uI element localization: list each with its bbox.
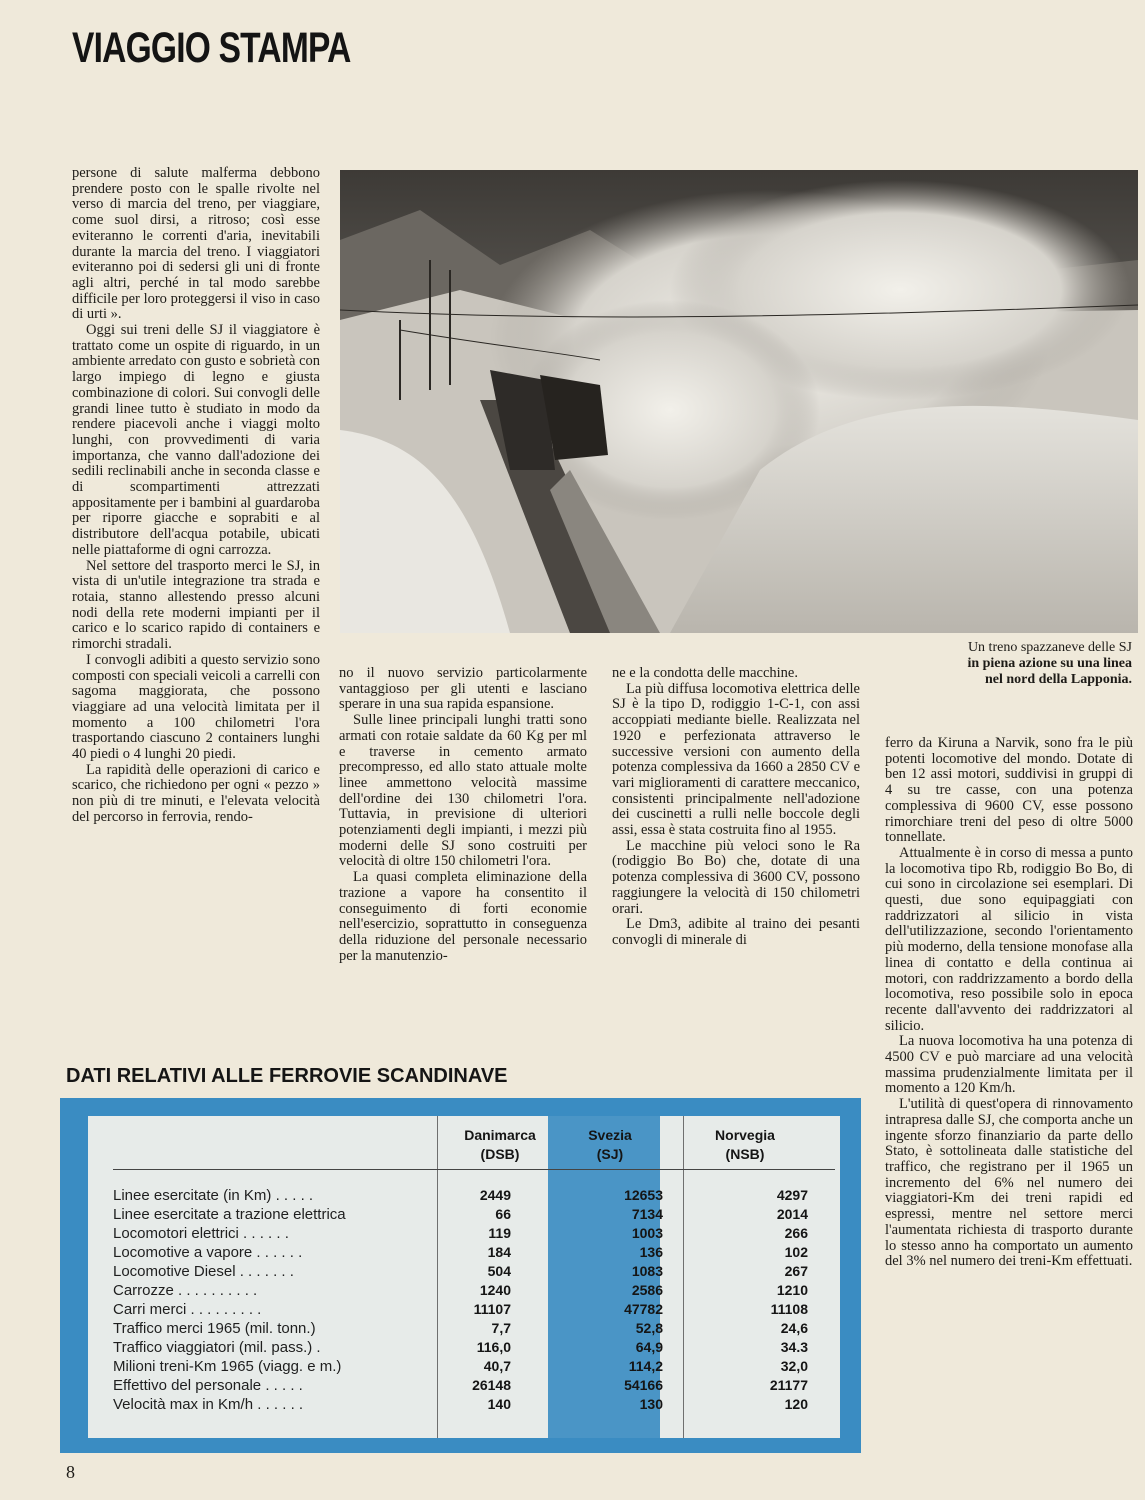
paragraph: Le macchine più veloci sono le Ra (rodiggio Bo Bo) che, dotate di una potenza complessiva di 3600 CV, possono raggiungere la velocità di 150 chilometri orari. — [612, 837, 860, 917]
value-dsb: 119 — [488, 1225, 511, 1241]
table-row — [113, 1281, 835, 1300]
value-sj: 130 — [639, 1396, 663, 1412]
header-code: (SJ) — [596, 1146, 624, 1162]
table-row — [113, 1338, 835, 1357]
header-name: Norvegia — [715, 1127, 775, 1143]
value-dsb: 40,7 — [483, 1358, 511, 1374]
text-column-2 — [339, 666, 587, 964]
header-code: (DSB) — [480, 1146, 520, 1162]
caption-line: nel nord della Lapponia. — [984, 672, 1132, 687]
photo-caption — [840, 640, 1132, 688]
value-nsb: 120 — [784, 1396, 808, 1412]
column-header-danimarca — [440, 1126, 560, 1164]
paragraph: Sulle linee principali lunghi tratti sono armati con rotaie saldate da 60 Kg per ml e traverse in cemento armato precompresso, ed allo stato attuale molte linee ammettono velocità massime dell'ordine dei 130 chilometri l'ora. Tuttavia, in previsione di ulteriori potenziamenti degli impianti, i mezzi più moderni delle SJ sono costruiti per velocità di oltre 150 chilometri l'ora. — [339, 712, 587, 870]
paragraph: La nuova locomotiva ha una potenza di 4500 CV e può marciare ad una velocità massima prudenzialmente limitata per il momento a 120 Km/h. — [885, 1033, 1133, 1097]
value-dsb: 184 — [487, 1244, 511, 1260]
row-label: Effettivo del personale . . . . . — [113, 1377, 303, 1394]
table-row — [113, 1300, 835, 1319]
table-row — [113, 1224, 835, 1243]
value-dsb: 504 — [487, 1263, 511, 1279]
paragraph: La quasi completa eliminazione della trazione a vapore ha consentito il conseguimento di forti economie nell'esercizio, soprattutto in conseguenza della riduzione del personale necessario per la manutenzio- — [339, 869, 587, 964]
row-label: Carrozze . . . . . . . . . . — [113, 1282, 258, 1299]
paragraph: La rapidità delle operazioni di carico e scarico, che richiedono per ogni « pezzo » non più di tre minuti, e l'elevata velocità del percorso in ferrovia, rendo- — [72, 761, 320, 825]
value-nsb: 267 — [784, 1263, 808, 1279]
value-dsb: 26148 — [472, 1377, 511, 1393]
value-nsb: 4297 — [776, 1187, 808, 1203]
value-sj: 54166 — [624, 1377, 663, 1393]
paragraph: I convogli adibiti a questo servizio sono composti con speciali veicoli a carrelli con sagoma maggiorata, che possono viaggiare ad una velocità limitata per il momento a 100 chilometri l'ora trasportando ciascuno 2 containers lunghi 40 piedi o 4 lunghi 20 piedi. — [72, 651, 321, 763]
value-dsb: 1240 — [479, 1282, 511, 1298]
value-nsb: 102 — [784, 1244, 808, 1260]
table-row — [113, 1243, 835, 1262]
table-title: DATI RELATIVI ALLE FERROVIE SCANDINAVE — [66, 1065, 508, 1087]
value-dsb: 11107 — [473, 1301, 511, 1317]
value-sj: 64,9 — [635, 1339, 663, 1355]
table-row — [113, 1395, 835, 1414]
value-sj: 1003 — [631, 1225, 663, 1241]
caption-line: in piena azione su una linea — [967, 656, 1132, 671]
paragraph: no il nuovo servizio particolarmente vantaggioso per gli utenti e lasciano sperare in una sua rapida espansione. — [339, 665, 587, 713]
photo-illustration — [340, 170, 1138, 633]
text-column-4 — [885, 736, 1133, 1270]
value-nsb: 32,0 — [780, 1358, 808, 1374]
table-row — [113, 1319, 835, 1338]
text-column-1 — [72, 166, 320, 826]
value-nsb: 21177 — [769, 1377, 808, 1393]
value-sj: 136 — [639, 1244, 663, 1260]
section-title: VIAGGIO STAMPA — [72, 24, 351, 72]
value-nsb: 266 — [784, 1225, 808, 1241]
table-row — [113, 1205, 835, 1224]
value-sj: 47782 — [624, 1301, 663, 1317]
page-number: 8 — [66, 1462, 75, 1482]
row-label: Traffico merci 1965 (mil. tonn.) — [113, 1320, 316, 1337]
value-nsb: 11108 — [770, 1301, 808, 1317]
row-label: Locomotive a vapore . . . . . . — [113, 1244, 303, 1261]
row-label: Carri merci . . . . . . . . . — [113, 1301, 262, 1318]
header-name: Svezia — [588, 1127, 632, 1143]
value-dsb: 116,0 — [476, 1339, 511, 1355]
value-nsb: 1210 — [776, 1282, 808, 1298]
paragraph: ferro da Kiruna a Narvik, sono fra le più potenti locomotive del mondo. Dotate di ben 12 assi motori, suddivisi in gruppi di 4 su tre casse, con una potenza complessiva di 9600 CV, esse possono rimorchiare treni del peso di oltre 5000 tonnellate. — [885, 735, 1133, 846]
column-header-norvegia — [690, 1126, 800, 1164]
column-header-svezia — [560, 1126, 660, 1164]
table-row — [113, 1357, 835, 1376]
value-sj: 12653 — [624, 1187, 663, 1203]
table-row — [113, 1376, 835, 1395]
text-column-3 — [612, 666, 860, 949]
value-sj: 114,2 — [628, 1358, 663, 1374]
paragraph: La più diffusa locomotiva elettrica delle SJ è la tipo D, rodiggio 1-C-1, con assi accoppiati mediante bielle. Realizzata nel 1920 e perfezionata attraverso le successive versioni con aumento della potenza complessiva da 1660 a 2850 CV e vari miglioramenti di carattere meccanico, consistenti principalmente nell'adozione dei cuscinetti a rulli nelle boccole degli assi, essa è stata costruita fino al 1955. — [612, 680, 860, 839]
value-sj: 1083 — [631, 1263, 663, 1279]
table-row — [113, 1262, 835, 1281]
row-label: Milioni treni-Km 1965 (viagg. e m.) — [113, 1358, 342, 1375]
value-dsb: 2449 — [479, 1187, 511, 1203]
paragraph: ne e la condotta delle macchine. — [612, 665, 798, 681]
value-nsb: 24,6 — [780, 1320, 808, 1336]
header-name: Danimarca — [464, 1127, 536, 1143]
row-label: Linee esercitate (in Km) . . . . . — [113, 1187, 314, 1204]
value-dsb: 7,7 — [491, 1320, 511, 1336]
value-dsb: 140 — [487, 1396, 511, 1412]
paragraph: persone di salute malferma debbono prendere posto con le spalle rivolte nel verso di marcia del treno, per viaggiare, come suol dirsi, a ritroso; così esse eviteranno le correnti d'aria, inevitabili durante la marcia del treno. I viaggiatori eviteranno poi di sedersi gli uni di fronte agli altri, perché in tal modo sarebbe difficile per loro proteggersi il viso in caso di urti ». — [72, 165, 320, 323]
value-sj: 2586 — [631, 1282, 663, 1298]
paragraph: Nel settore del trasporto merci le SJ, in vista di un'utile integrazione tra strada e rotaia, stanno allestendo presso alcuni nodi della rete moderni impianti per il carico e lo scarico rapido di containers e rimorchi stradali. — [72, 557, 320, 653]
paragraph: Le Dm3, adibite al traino dei pesanti convogli di minerale di — [612, 916, 860, 948]
table-row — [113, 1186, 835, 1205]
value-nsb: 34.3 — [780, 1339, 808, 1355]
value-sj: 52,8 — [635, 1320, 663, 1336]
row-label: Traffico viaggiatori (mil. pass.) . — [113, 1339, 321, 1356]
value-dsb: 66 — [495, 1206, 511, 1222]
row-label: Velocità max in Km/h . . . . . . — [113, 1396, 304, 1413]
header-code: (NSB) — [725, 1146, 765, 1162]
row-label: Locomotori elettrici . . . . . . — [113, 1225, 289, 1242]
snowplow-train-photo — [340, 170, 1138, 633]
paragraph: Oggi sui treni delle SJ il viaggiatore è trattato come un ospite di riguardo, in un ambiente arredato con gusto e sobrietà con largo impiego di legno e giusta combinazione di colori. Sui convogli delle grandi linee tutto è studiato in modo da rendere piacevoli anche i viaggi molto lunghi, con provvedimenti di varia importanza, che vanno dall'adozione dei sedili reclinabili anche in seconda classe e di scompartimenti attrezzati appositamente per i bambini al guardaroba per riporre giacche e soprabiti e al distributore dell'acqua potabile, ubicati nelle piattaforme di ogni carrozza. — [72, 322, 321, 558]
paragraph: L'utilità di quest'opera di rinnovamento intrapresa dalle SJ, che comporta anche un ingente sforzo finanziario da parte dello Stato, è sottolineata dalle statistiche del traffico, che registrano per il 1965 un incremento del 6% nel numero dei viaggiatori-Km dei treni rapidi ed espressi, mentre nel settore merci l'aumentata richiesta di trasporto durante lo stesso anno ha comportato un aumento del 3% nel numero dei treni-Km effettuati. — [885, 1096, 1133, 1270]
row-label: Linee esercitate a trazione elettrica — [113, 1206, 346, 1223]
value-sj: 7134 — [631, 1206, 663, 1222]
header-rule — [113, 1169, 835, 1170]
row-label: Locomotive Diesel . . . . . . . — [113, 1263, 294, 1280]
caption-line: Un treno spazzaneve delle SJ — [967, 640, 1132, 655]
paragraph: Attualmente è in corso di messa a punto la locomotiva tipo Rb, rodiggio Bo Bo, di cui sono in circolazione sei esemplari. Di questi, due sono equipaggiati con raddrizzatori al silicio in vista dell'utilizzazione, secondo l'orientamento più moderno, della tensione monofase alla linea di contatto e della continua ai motori, con raddrizzamento a bordo della locomotiva, reso possibile solo in epoca recente dall'avvento dei raddrizzatori al silicio. — [885, 844, 1133, 1034]
value-nsb: 2014 — [776, 1206, 808, 1222]
